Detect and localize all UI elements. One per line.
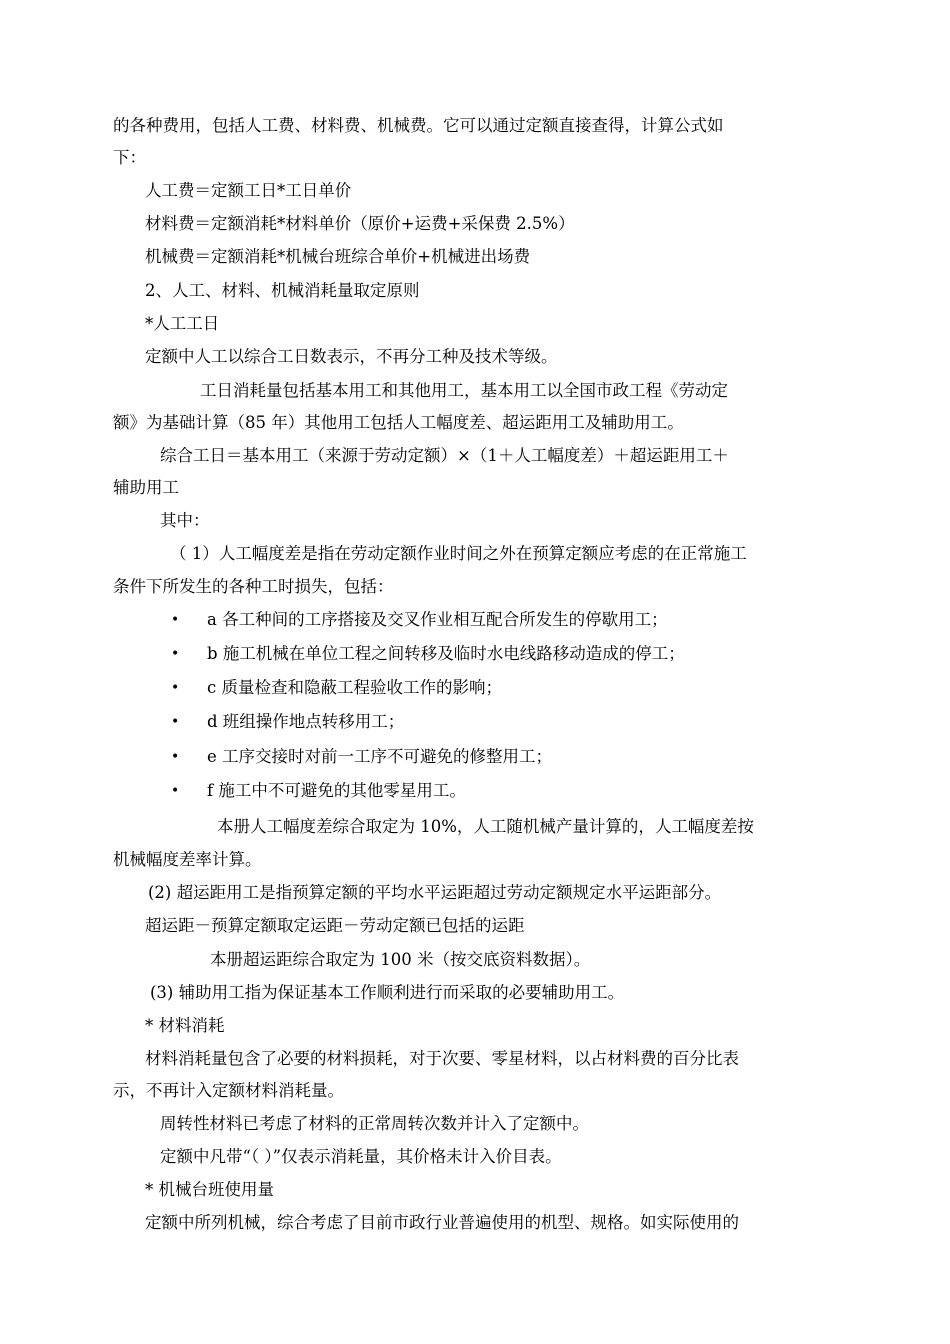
paragraph-line: (2) 超运距用工是指预算定额的平均水平运距超过劳动定额规定水平运距部分。: [148, 883, 722, 902]
formula-extra-distance: 超运距－预算定额取定运距－劳动定额已包括的运距: [145, 916, 525, 935]
paragraph-line: 辅助用工: [113, 478, 179, 497]
paragraph-line: 额》为基础计算（85 年）其他用工包括人工幅度差、超运距用工及辅助用工。: [113, 413, 684, 432]
formula-composite-workday: 综合工日＝基本用工（来源于劳动定额）×（1＋人工幅度差）＋超运距用工＋: [160, 446, 729, 465]
paragraph-line: 的各种费用，包括人工费、材料费、机械费。它可以通过定额直接查得，计算公式如: [113, 116, 724, 135]
bullet-marker: •: [171, 612, 180, 628]
formula-labor-cost: 人工费＝定额工日*工日单价: [145, 181, 352, 200]
paragraph-line: 条件下所发生的各种工时损失，包括：: [113, 577, 394, 596]
subsection-heading: * 机械台班使用量: [145, 1180, 274, 1199]
paragraph-line: 示，不再计入定额材料消耗量。: [113, 1081, 344, 1100]
paragraph-line: 下：: [113, 148, 146, 167]
paragraph-line: 工日消耗量包括基本用工和其他用工，基本用工以全国市政工程《劳动定: [200, 381, 728, 400]
paragraph-line: （ 1）人工幅度差是指在劳动定额作业时间之外在预算定额应考虑的在正常施工: [170, 544, 747, 563]
list-item: d 班组操作地点转移用工；: [207, 712, 405, 731]
formula-machine-cost: 机械费＝定额消耗*机械台班综合单价+机械进出场费: [145, 247, 531, 266]
bullet-marker: •: [171, 680, 180, 696]
paragraph-line: 周转性材料已考虑了材料的正常周转次数并计入了定额中。: [160, 1114, 589, 1133]
bullet-marker: •: [171, 714, 180, 730]
list-item: a 各工种间的工序搭接及交叉作业相互配合所发生的停歇用工；: [207, 610, 668, 629]
subsection-heading: *人工工日: [145, 314, 220, 333]
formula-material-cost: 材料费＝定额消耗*材料单价（原价+运费+采保费 2.5%）: [145, 214, 575, 233]
list-item: e 工序交接时对前一工序不可避免的修整用工；: [207, 747, 553, 766]
bullet-marker: •: [171, 646, 180, 662]
subsection-heading: * 材料消耗: [145, 1016, 225, 1035]
list-item: c 质量检查和隐蔽工程验收工作的影响；: [207, 678, 502, 697]
paragraph-line: 本册人工幅度差综合取定为 10%，人工随机械产量计算的，人工幅度差按: [217, 817, 754, 836]
paragraph-line: 定额中所列机械，综合考虑了目前市政行业普遍使用的机型、规格。如实际使用的: [145, 1213, 739, 1232]
bullet-marker: •: [171, 749, 180, 765]
paragraph-line: 本册超运距综合取定为 100 米（按交底资料数据）。: [210, 950, 591, 969]
paragraph-line: 定额中凡带“（ ）”仅表示消耗量，其价格未计入价目表。: [160, 1147, 562, 1166]
list-item: b 施工机械在单位工程之间转移及临时水电线路移动造成的停工；: [207, 644, 685, 663]
paragraph-line: 机械幅度差率计算。: [113, 850, 262, 869]
bullet-marker: •: [171, 783, 180, 799]
paragraph-line: 定额中人工以综合工日数表示，不再分工种及技术等级。: [145, 347, 558, 366]
paragraph-line: 其中：: [160, 511, 210, 530]
list-item: f 施工中不可避免的其他零星用工。: [207, 781, 466, 800]
section-heading: 2、人工、材料、机械消耗量取定原则: [145, 281, 420, 300]
paragraph-line: (3) 辅助用工指为保证基本工作顺利进行而采取的必要辅助用工。: [150, 983, 625, 1002]
paragraph-line: 材料消耗量包含了必要的材料损耗，对于次要、零星材料，以占材料费的百分比表: [145, 1049, 739, 1068]
